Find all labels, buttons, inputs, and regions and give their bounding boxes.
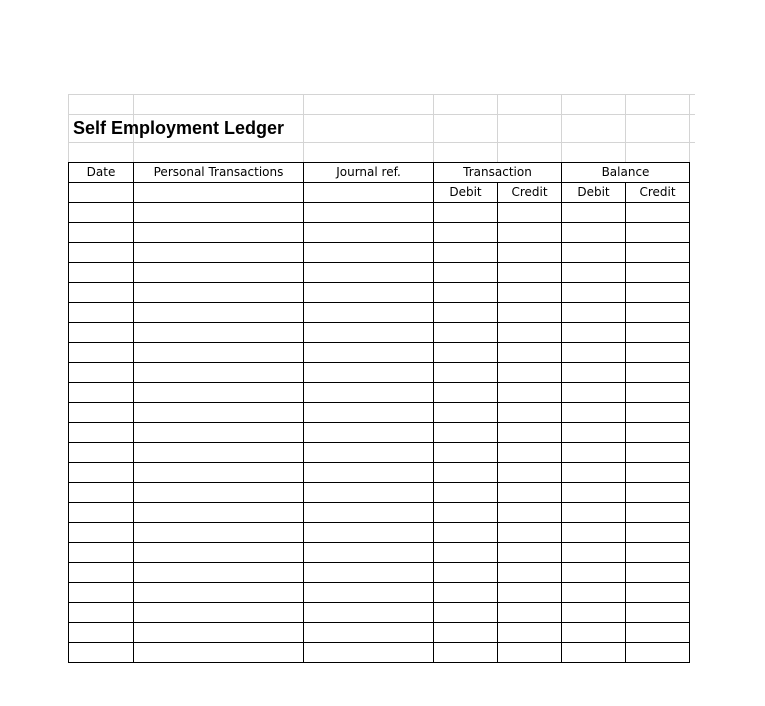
header-row-2 — [69, 183, 690, 203]
cell-transaction-debit[interactable] — [434, 623, 498, 643]
cell-balance-debit[interactable] — [562, 203, 626, 223]
cell-balance-credit[interactable] — [626, 263, 690, 283]
cell-personal-transactions[interactable] — [134, 223, 304, 243]
cell-transaction-credit[interactable] — [498, 263, 562, 283]
ledger-row — [69, 583, 690, 603]
header-date-sub — [69, 183, 134, 203]
cell-balance-credit[interactable] — [626, 443, 690, 463]
cell-personal-transactions[interactable] — [134, 403, 304, 423]
cell-balance-debit[interactable] — [562, 563, 626, 583]
cell-personal-transactions[interactable] — [134, 563, 304, 583]
cell-balance-credit[interactable] — [626, 363, 690, 383]
ledger-row — [69, 203, 690, 223]
cell-transaction-credit[interactable] — [498, 383, 562, 403]
cell-balance-debit[interactable] — [562, 463, 626, 483]
cell-balance-credit[interactable] — [626, 623, 690, 643]
cell-balance-credit[interactable] — [626, 423, 690, 443]
cell-journal-ref[interactable] — [304, 603, 434, 623]
cell-date[interactable] — [69, 363, 134, 383]
cell-journal-ref[interactable] — [304, 483, 434, 503]
cell-balance-debit[interactable] — [562, 323, 626, 343]
cell-date[interactable] — [69, 563, 134, 583]
cell-date[interactable] — [69, 483, 134, 503]
cell-balance-debit[interactable] — [562, 643, 626, 663]
cell-personal-transactions[interactable] — [134, 283, 304, 303]
cell-date[interactable] — [69, 523, 134, 543]
cell-balance-credit[interactable] — [626, 403, 690, 423]
cell-balance-credit[interactable] — [626, 243, 690, 263]
cell-journal-ref[interactable] — [304, 223, 434, 243]
cell-personal-transactions[interactable] — [134, 583, 304, 603]
cell-transaction-debit[interactable] — [434, 643, 498, 663]
cell-transaction-credit[interactable] — [498, 203, 562, 223]
ledger-table — [68, 162, 690, 663]
cell-date[interactable] — [69, 383, 134, 403]
cell-transaction-credit[interactable] — [498, 523, 562, 543]
cell-transaction-debit[interactable] — [434, 343, 498, 363]
cell-transaction-credit[interactable] — [498, 303, 562, 323]
cell-transaction-credit[interactable] — [498, 363, 562, 383]
cell-balance-credit[interactable] — [626, 563, 690, 583]
cell-date[interactable] — [69, 603, 134, 623]
ledger-row — [69, 363, 690, 383]
cell-balance-credit[interactable] — [626, 303, 690, 323]
cell-balance-debit[interactable] — [562, 623, 626, 643]
cell-journal-ref[interactable] — [304, 243, 434, 263]
cell-date[interactable] — [69, 283, 134, 303]
cell-journal-ref[interactable] — [304, 583, 434, 603]
cell-journal-ref[interactable] — [304, 643, 434, 663]
header-balance-debit: Debit — [562, 183, 626, 203]
cell-personal-transactions[interactable] — [134, 323, 304, 343]
cell-journal-ref[interactable] — [304, 563, 434, 583]
cell-transaction-credit[interactable] — [498, 243, 562, 263]
cell-balance-credit[interactable] — [626, 643, 690, 663]
header-balance: Balance — [562, 163, 690, 183]
cell-journal-ref[interactable] — [304, 463, 434, 483]
cell-journal-ref[interactable] — [304, 503, 434, 523]
cell-journal-ref[interactable] — [304, 403, 434, 423]
ledger-row — [69, 503, 690, 523]
cell-transaction-debit[interactable] — [434, 543, 498, 563]
cell-transaction-credit[interactable] — [498, 463, 562, 483]
ledger-row — [69, 423, 690, 443]
cell-journal-ref[interactable] — [304, 363, 434, 383]
cell-balance-debit[interactable] — [562, 283, 626, 303]
cell-transaction-credit[interactable] — [498, 443, 562, 463]
ledger-row — [69, 383, 690, 403]
cell-transaction-debit[interactable] — [434, 403, 498, 423]
cell-personal-transactions[interactable] — [134, 203, 304, 223]
cell-transaction-debit[interactable] — [434, 263, 498, 283]
cell-journal-ref[interactable] — [304, 423, 434, 443]
cell-date[interactable] — [69, 623, 134, 643]
cell-journal-ref[interactable] — [304, 323, 434, 343]
cell-balance-credit[interactable] — [626, 283, 690, 303]
cell-date[interactable] — [69, 263, 134, 283]
cell-balance-credit[interactable] — [626, 503, 690, 523]
ledger-row — [69, 543, 690, 563]
cell-balance-credit[interactable] — [626, 323, 690, 343]
cell-balance-credit[interactable] — [626, 383, 690, 403]
cell-balance-debit[interactable] — [562, 363, 626, 383]
cell-transaction-debit[interactable] — [434, 363, 498, 383]
cell-balance-debit[interactable] — [562, 223, 626, 243]
cell-date[interactable] — [69, 243, 134, 263]
cell-balance-debit[interactable] — [562, 443, 626, 463]
ledger-row — [69, 623, 690, 643]
ledger-row — [69, 223, 690, 243]
cell-transaction-credit[interactable] — [498, 543, 562, 563]
cell-transaction-debit[interactable] — [434, 423, 498, 443]
ledger-row — [69, 463, 690, 483]
cell-journal-ref[interactable] — [304, 383, 434, 403]
cell-transaction-debit[interactable] — [434, 443, 498, 463]
cell-personal-transactions[interactable] — [134, 363, 304, 383]
cell-date[interactable] — [69, 543, 134, 563]
cell-transaction-debit[interactable] — [434, 483, 498, 503]
ledger-row — [69, 523, 690, 543]
cell-journal-ref[interactable] — [304, 543, 434, 563]
cell-journal-ref[interactable] — [304, 303, 434, 323]
cell-transaction-debit[interactable] — [434, 223, 498, 243]
cell-transaction-credit[interactable] — [498, 343, 562, 363]
ledger-row — [69, 243, 690, 263]
cell-personal-transactions[interactable] — [134, 503, 304, 523]
header-personal-transactions: Personal Transactions — [134, 163, 304, 183]
ledger-row — [69, 563, 690, 583]
cell-journal-ref[interactable] — [304, 523, 434, 543]
ledger-row — [69, 303, 690, 323]
cell-balance-credit[interactable] — [626, 463, 690, 483]
cell-personal-transactions[interactable] — [134, 383, 304, 403]
cell-date[interactable] — [69, 323, 134, 343]
cell-personal-transactions[interactable] — [134, 623, 304, 643]
cell-transaction-debit[interactable] — [434, 603, 498, 623]
cell-balance-credit[interactable] — [626, 523, 690, 543]
ledger-title: Self Employment Ledger — [73, 118, 285, 138]
cell-journal-ref[interactable] — [304, 343, 434, 363]
cell-transaction-debit[interactable] — [434, 463, 498, 483]
cell-transaction-debit[interactable] — [434, 203, 498, 223]
header-journal-ref-sub — [304, 183, 434, 203]
cell-date[interactable] — [69, 643, 134, 663]
cell-transaction-debit[interactable] — [434, 523, 498, 543]
header-transaction-debit: Debit — [434, 183, 498, 203]
cell-transaction-credit[interactable] — [498, 403, 562, 423]
cell-balance-debit[interactable] — [562, 583, 626, 603]
cell-transaction-debit[interactable] — [434, 303, 498, 323]
cell-personal-transactions[interactable] — [134, 343, 304, 363]
cell-personal-transactions[interactable] — [134, 243, 304, 263]
cell-balance-debit[interactable] — [562, 503, 626, 523]
cell-balance-debit[interactable] — [562, 403, 626, 423]
cell-journal-ref[interactable] — [304, 203, 434, 223]
cell-transaction-credit[interactable] — [498, 283, 562, 303]
cell-balance-credit[interactable] — [626, 223, 690, 243]
cell-journal-ref[interactable] — [304, 443, 434, 463]
header-balance-credit: Credit — [626, 183, 690, 203]
ledger-row — [69, 343, 690, 363]
cell-balance-debit[interactable] — [562, 603, 626, 623]
ledger-row — [69, 483, 690, 503]
cell-balance-debit[interactable] — [562, 263, 626, 283]
cell-journal-ref[interactable] — [304, 623, 434, 643]
cell-balance-credit[interactable] — [626, 543, 690, 563]
cell-date[interactable] — [69, 463, 134, 483]
cell-balance-credit[interactable] — [626, 483, 690, 503]
cell-transaction-credit[interactable] — [498, 483, 562, 503]
cell-balance-credit[interactable] — [626, 583, 690, 603]
ledger-row — [69, 443, 690, 463]
cell-date[interactable] — [69, 343, 134, 363]
cell-date[interactable] — [69, 403, 134, 423]
cell-transaction-credit[interactable] — [498, 223, 562, 243]
header-journal-ref: Journal ref. — [304, 163, 434, 183]
cell-personal-transactions[interactable] — [134, 423, 304, 443]
cell-transaction-credit[interactable] — [498, 583, 562, 603]
cell-balance-debit[interactable] — [562, 543, 626, 563]
cell-date[interactable] — [69, 303, 134, 323]
ledger-row — [69, 283, 690, 303]
cell-date[interactable] — [69, 503, 134, 523]
cell-transaction-credit[interactable] — [498, 503, 562, 523]
cell-transaction-credit[interactable] — [498, 563, 562, 583]
cell-date[interactable] — [69, 583, 134, 603]
cell-balance-debit[interactable] — [562, 523, 626, 543]
cell-balance-debit[interactable] — [562, 423, 626, 443]
ledger-row — [69, 603, 690, 623]
ledger-row — [69, 323, 690, 343]
cell-balance-debit[interactable] — [562, 383, 626, 403]
cell-personal-transactions[interactable] — [134, 263, 304, 283]
cell-balance-debit[interactable] — [562, 343, 626, 363]
cell-transaction-debit[interactable] — [434, 383, 498, 403]
cell-personal-transactions[interactable] — [134, 303, 304, 323]
cell-transaction-credit[interactable] — [498, 643, 562, 663]
cell-transaction-debit[interactable] — [434, 323, 498, 343]
cell-balance-debit[interactable] — [562, 303, 626, 323]
cell-personal-transactions[interactable] — [134, 443, 304, 463]
header-transaction: Transaction — [434, 163, 562, 183]
cell-journal-ref[interactable] — [304, 283, 434, 303]
cell-transaction-debit[interactable] — [434, 583, 498, 603]
cell-transaction-credit[interactable] — [498, 603, 562, 623]
cell-personal-transactions[interactable] — [134, 643, 304, 663]
cell-transaction-credit[interactable] — [498, 423, 562, 443]
cell-date[interactable] — [69, 203, 134, 223]
cell-date[interactable] — [69, 423, 134, 443]
cell-balance-credit[interactable] — [626, 603, 690, 623]
header-date: Date — [69, 163, 134, 183]
ledger-row — [69, 643, 690, 663]
header-row-1 — [69, 163, 690, 183]
cell-balance-debit[interactable] — [562, 483, 626, 503]
cell-date[interactable] — [69, 223, 134, 243]
cell-balance-credit[interactable] — [626, 203, 690, 223]
cell-transaction-debit[interactable] — [434, 503, 498, 523]
cell-personal-transactions[interactable] — [134, 463, 304, 483]
cell-balance-debit[interactable] — [562, 243, 626, 263]
header-transaction-credit: Credit — [498, 183, 562, 203]
cell-date[interactable] — [69, 443, 134, 463]
cell-transaction-debit[interactable] — [434, 563, 498, 583]
cell-transaction-debit[interactable] — [434, 243, 498, 263]
ledger-row — [69, 263, 690, 283]
cell-balance-credit[interactable] — [626, 343, 690, 363]
cell-transaction-credit[interactable] — [498, 323, 562, 343]
ledger-row — [69, 403, 690, 423]
cell-personal-transactions[interactable] — [134, 543, 304, 563]
cell-journal-ref[interactable] — [304, 263, 434, 283]
cell-transaction-credit[interactable] — [498, 623, 562, 643]
cell-transaction-debit[interactable] — [434, 283, 498, 303]
cell-personal-transactions[interactable] — [134, 483, 304, 503]
header-personal-transactions-sub — [134, 183, 304, 203]
cell-personal-transactions[interactable] — [134, 523, 304, 543]
cell-personal-transactions[interactable] — [134, 603, 304, 623]
